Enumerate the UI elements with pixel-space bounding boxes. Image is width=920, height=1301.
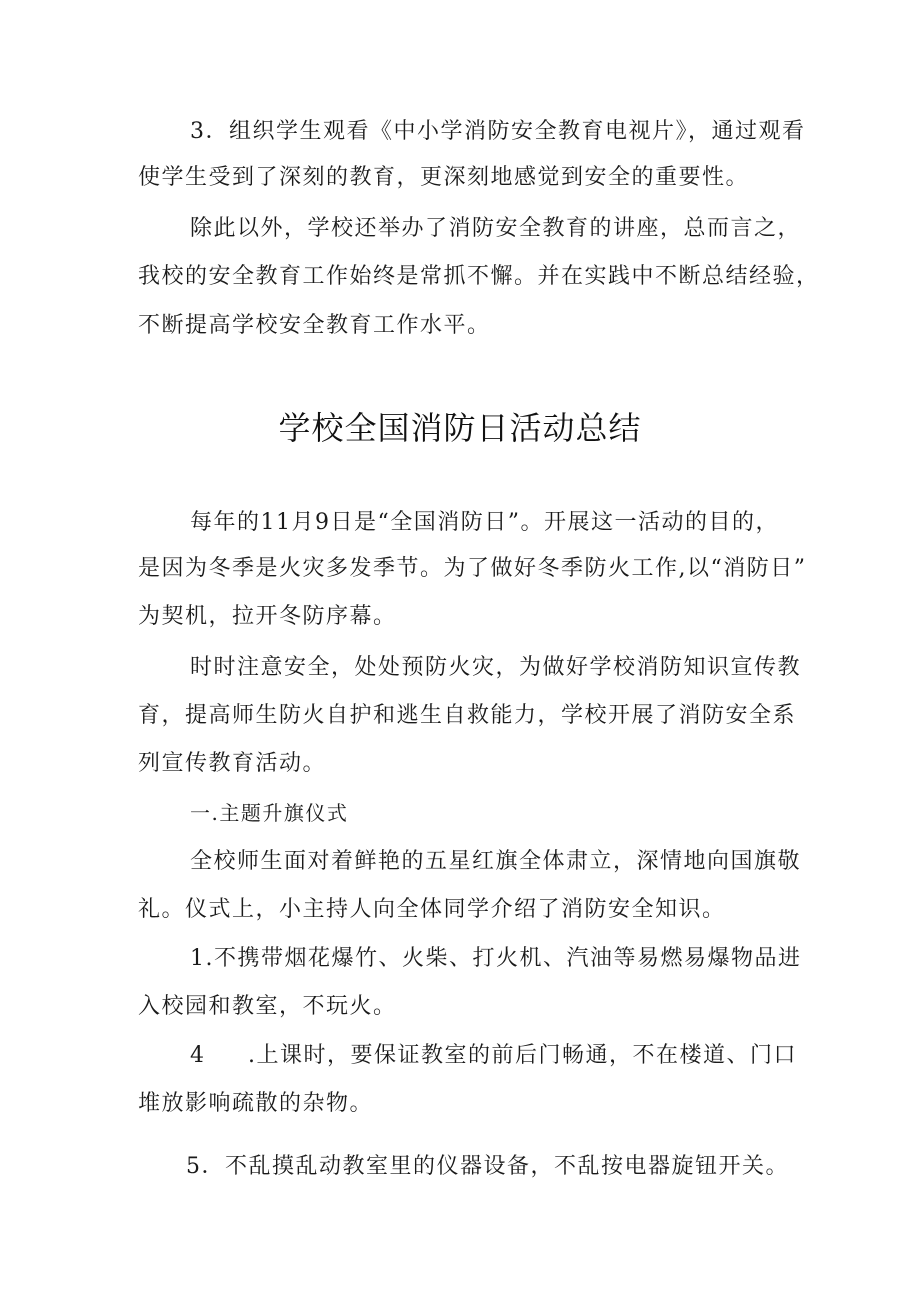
rule4-line1: .上课时，要保证教室的前后门畅通，不在楼道、门口 — [248, 1043, 797, 1068]
p2-line2: 育，提高师生防火自护和逃生自救能力，学校开展了消防安全系 — [138, 703, 797, 728]
closing-line1: 除此以外，学校还举办了消防安全教育的讲座，总而言之， — [190, 216, 802, 241]
item3-line2: 使学生受到了深刻的教育，更深刻地感觉到安全的重要性。 — [138, 165, 750, 190]
rule4-line2: 堆放影响疏散的杂物。 — [138, 1091, 374, 1116]
rule1-line1: 1.不携带烟花爆竹、火柴、打火机、汽油等易燃易爆物品进 — [190, 946, 802, 971]
item3-line1: 3．组织学生观看《中小学消防安全教育电视片》，通过观看 — [190, 119, 806, 144]
rule4-number: 4 — [190, 1043, 206, 1068]
p1-line2: 是因为冬季是火灾多发季节。为了做好冬季防火工作,以“消防日” — [138, 556, 807, 581]
p1-line1: 每年的11月9日是“全国消防日”。开展这一活动的目的， — [190, 510, 779, 535]
rule5-line1: 5．不乱摸乱动教室里的仪器设备，不乱按电器旋钮开关。 — [186, 1154, 789, 1179]
p3-line1: 全校师生面对着鲜艳的五星红旗全体肃立，深情地向国旗敬 — [190, 849, 802, 874]
p1-line3: 为契机，拉开冬防序幕。 — [138, 604, 397, 629]
page-title: 学校全国消防日活动总结 — [278, 409, 642, 447]
p3-line2: 礼。仪式上，小主持人向全体同学介绍了消防安全知识。 — [138, 897, 726, 922]
closing-line3: 不断提高学校安全教育工作水平。 — [138, 313, 491, 338]
p2-line3: 列宣传教育活动。 — [138, 751, 327, 776]
rule1-line2: 入校园和教室，不玩火。 — [138, 994, 397, 1019]
section1-heading: 一.主题升旗仪式 — [190, 801, 349, 825]
p2-line1: 时时注意安全，处处预防火灾，为做好学校消防知识宣传教 — [190, 655, 802, 680]
closing-line2: 我校的安全教育工作始终是常抓不懈。并在实践中不断总结经验， — [138, 264, 820, 289]
